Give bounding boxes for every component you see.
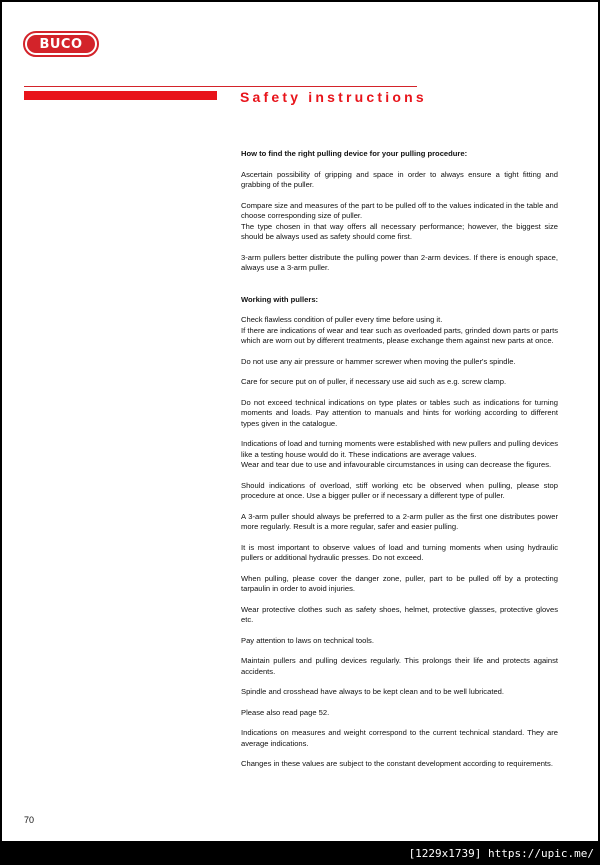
paragraph [241, 201, 558, 243]
section-heading-pulling-device: How to find the right pulling device for your pulling procedure: [241, 149, 468, 158]
paragraph-text: A 3-arm puller should always be preferred to a 2-arm puller as the first one distributes power more regularly. Result is a more regular, safer and easier pulling. [241, 511, 558, 531]
paragraph [241, 728, 558, 749]
paragraph-text: When pulling, please cover the danger zone, puller, part to be pulled off by a protecting tarpaulin in order to avoid injuries. [241, 573, 558, 593]
paragraph [241, 439, 558, 471]
paragraph-text: The type chosen in that way offers all necessary performance; however, the biggest size should be always used as safety should come first. [241, 221, 558, 241]
paragraph [241, 605, 558, 626]
paragraph-text: Check flawless condition of puller every time before using it. [241, 315, 443, 324]
paragraph-text: 3-arm pullers better distribute the pulling power than 2-arm devices. If there is enough space, always use a 3-arm puller. [241, 252, 558, 272]
paragraph-text: Pay attention to laws on technical tools. [241, 635, 374, 645]
instructions-body [241, 149, 558, 780]
paragraph [241, 656, 558, 677]
paragraph-text: Please also read page 52. [241, 707, 330, 717]
header-accent-bar [24, 91, 217, 100]
paragraph [241, 759, 558, 770]
paragraph [241, 636, 558, 647]
paragraph [241, 512, 558, 533]
paragraph [241, 398, 558, 430]
paragraph-text: Do not exceed technical indications on type plates or tables such as indications for turning moments and loads. Pay attention to manuals and hints for working according to different types given in the catalogue. [241, 397, 558, 428]
paragraph-text: Maintain pullers and pulling devices regularly. This prolongs their life and protects against accidents. [241, 656, 558, 676]
paragraph [241, 708, 558, 719]
paragraph [241, 253, 558, 274]
page-number: 70 [24, 815, 35, 825]
paragraph-text: Indications of load and turning moments were established with new pullers and pulling devices like a testing house would do it. These indications are average values. [241, 439, 558, 459]
paragraph-text: Do not use any air pressure or hammer screwer when moving the puller's spindle. [241, 356, 516, 366]
logo-text: BUCO [39, 36, 83, 52]
paragraph-text: It is most important to observe values of load and turning moments when using hydraulic pullers or additional hydraulic presses. Do not exceed. [241, 542, 558, 562]
paragraph-text: Compare size and measures of the part to be pulled off to the values indicated in the table and choose corresponding size of puller. [241, 200, 558, 220]
paragraph-text: Should indications of overload, stiff working etc be observed when pulling, please stop procedure at once. Use a bigger puller or if necessary a different type of puller. [241, 480, 558, 500]
paragraph-text: Indications on measures and weight correspond to the current technical standard. They are average indications. [241, 728, 558, 748]
paragraph [241, 481, 558, 502]
paragraph [241, 574, 558, 595]
paragraph-text: Care for secure put on of puller, if necessary use aid such as e.g. screw clamp. [241, 377, 507, 386]
document-page [2, 2, 598, 841]
section-working-with-pullers [241, 315, 558, 770]
paragraph-text: If there are indications of wear and tear such as overloaded parts, grinded down parts or parts which are worn out by different treatments, please exchange them against new parts at once. [241, 325, 558, 345]
watermark-text: [1229x1739] https://upic.me/ [408, 847, 594, 860]
page-title: Safety instructions [240, 89, 427, 105]
section-heading-working: Working with pullers: [241, 294, 319, 304]
paragraph-text: Wear and tear due to use and infavourable circumstances in using can decrease the figures. [241, 460, 552, 469]
section-pulling-device [241, 170, 558, 274]
paragraph-text: Wear protective clothes such as safety shoes, helmet, protective glasses, protective gloves etc. [241, 604, 558, 624]
logo-badge [27, 35, 95, 53]
paragraph-text: Ascertain possibility of gripping and space in order to always ensure a tight fitting and grabbing of the puller. [241, 169, 558, 189]
paragraph [241, 543, 558, 564]
paragraph-text: Spindle and crosshead have always to be kept clean and to be well lubricated. [241, 687, 504, 696]
paragraph [241, 357, 558, 368]
paragraph [241, 687, 558, 698]
paragraph [241, 315, 558, 347]
header-rule [24, 86, 417, 87]
paragraph [241, 377, 558, 388]
buco-logo [23, 31, 99, 57]
paragraph-text: Changes in these values are subject to the constant development according to requirements. [241, 759, 553, 768]
paragraph [241, 170, 558, 191]
